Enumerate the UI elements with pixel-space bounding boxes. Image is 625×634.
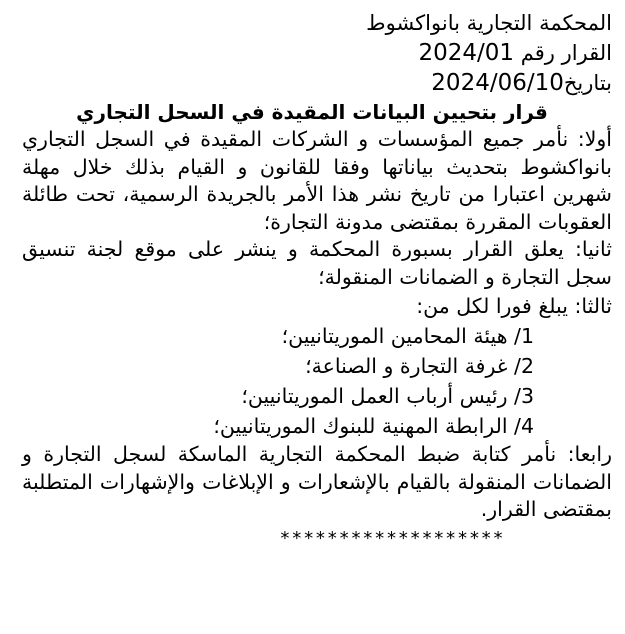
closing-stars-divider: ******************* <box>279 527 505 549</box>
list-item: 3/ رئيس أرباب العمل الموريتانيين؛ <box>241 384 534 408</box>
list-item: 2/ غرفة التجارة و الصناعة؛ <box>305 354 534 378</box>
paragraph-fourth: رابعا: نأمر كتابة ضبط المحكمة التجارية الماسكة لسجل التجارة و الضمانات المنقولة بالقيام بالإشعارات و الإبلاغات والإشهارات المتطلبة بمقتضى القرار. <box>22 442 612 521</box>
paragraph-first: أولا: نأمر جميع المؤسسات و الشركات المقيدة في السجل التجاري بانواكشوط بتحديث بياناتها وفقا للقانون و القيام بذلك خلال مهلة شهرين اعتبارا من تاريخ نشر هذا الأمر بالجريدة الرسمية، تحت طائلة العقوبات المقررة بمقتضى مدونة التجارة؛ <box>22 127 612 234</box>
recipients-list <box>22 321 612 441</box>
decision-date: 2024/06/10 <box>431 70 564 96</box>
paragraph-third-intro: ثالثا: يبلغ فورا لكل من: <box>416 294 612 318</box>
decision-number-line <box>22 38 612 68</box>
list-item: 1/ هيئة المحامين الموريتانيين؛ <box>281 324 534 348</box>
decision-number: 2024/01 <box>418 40 515 66</box>
date-label: بتاريخ <box>563 71 612 95</box>
list-item: 4/ الرابطة المهنية للبنوك الموريتانيين؛ <box>213 414 534 438</box>
court-name: المحكمة التجارية بانواكشوط <box>366 11 612 35</box>
document-title: قرار بتحيين البيانات المقيدة في السحل التجاري <box>76 100 548 124</box>
document-page <box>22 8 612 552</box>
decision-date-line <box>22 68 612 98</box>
paragraph-second: ثانيا: يعلق القرار بسبورة المحكمة و ينشر على موقع لجنة تنسيق سجل التجارة و الضمانات المنقولة؛ <box>22 237 612 289</box>
decision-label: القرار رقم <box>520 41 612 65</box>
